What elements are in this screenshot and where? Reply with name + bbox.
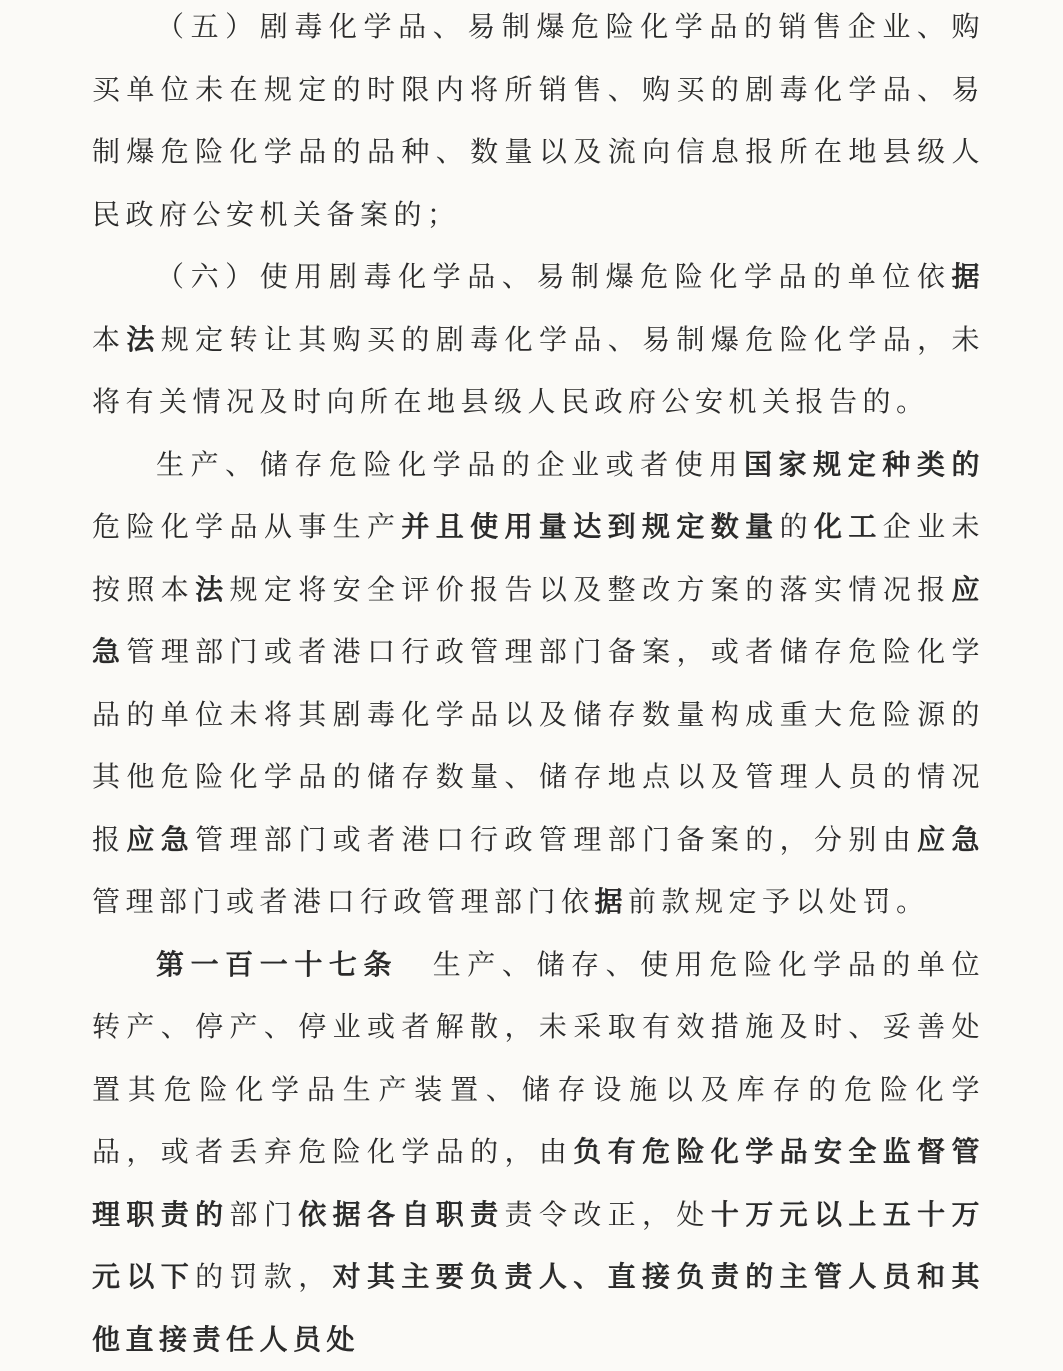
bold-text-run: 应急 [917,823,985,856]
item-5-paragraph [92,0,985,246]
bold-text-run: 化工 [814,510,883,543]
text-run: 本 [92,323,126,356]
bold-text-run: 应急 [126,823,195,856]
text-run: 部门 [230,1198,299,1231]
bold-text-run: 负有危险化学品安全监督管理职责的 [92,1135,985,1231]
bold-text-run: 并且使用量达到规定数量 [401,510,779,543]
article-117-paragraph [92,934,985,1371]
text-run: 管理部门或者港口行政管理部门备案，或者储存危险化学品的单位未将其剧毒化学品以及储存数量构成重大危险源的其他危险化学品的储存数量、储存地点以及管理人员的情况报 [92,635,985,856]
text-run: 责令改正，处 [505,1198,711,1231]
text-run: 危险化学品从事生产 [92,510,401,543]
text-run: 管理部门或者港口行政管理部门依 [92,885,595,918]
text-run: 生产、储存、使用危险化学品的单位转产、停产、停业或者解散，未采取有效措施及时、妥善处置其危险化学品生产装置、储存设施以及库存的危险化学品，或者丢弃危险化学品的，由 [92,948,985,1169]
text-run: 生产、储存危险化学品的企业或者使用 [156,448,744,481]
bold-text-run: 依据各自职责 [298,1198,504,1231]
bold-text-run: 十万元以上五十万元以下 [92,1198,985,1294]
bold-text-run: 法 [126,323,160,356]
text-run: 规定将安全评价报告以及整改方案的落实情况报 [230,573,952,606]
item-6-paragraph [92,246,985,434]
article-number: 第一百一十七条 [156,948,398,981]
text-run: 管理部门或者港口行政管理部门备案的，分别由 [195,823,917,856]
bold-text-run: 据 [951,260,985,293]
text-run: 的 [780,510,814,543]
production-storage-paragraph [92,434,985,934]
text-run: 前款规定予以处罚。 [628,885,930,918]
bold-text-run: 法 [195,573,229,606]
text-run: 规定转让其购买的剧毒化学品、易制爆危险化学品，未将有关情况及时向所在地县级人民政府公安机关报告的。 [92,323,985,419]
text-run: 的罚款， [195,1260,333,1293]
bold-text-run: 对其主要负责人、直接负责的主管人员和其他直接责任人员处 [92,1260,985,1356]
bold-text-run: 据 [595,885,629,918]
bold-text-run: 国家规定种类的 [744,448,985,481]
text-run: （六）使用剧毒化学品、易制爆危险化学品的单位依 [156,260,951,293]
bold-text-run: 应急 [92,573,985,669]
text-run: 企业未按照本 [92,510,985,606]
text-run: （五）剧毒化学品、易制爆危险化学品的销售企业、购买单位未在规定的时限内将所销售、购买的剧毒化学品、易制爆危险化学品的品种、数量以及流向信息报所在地县级人民政府公安机关备案的； [92,10,985,231]
